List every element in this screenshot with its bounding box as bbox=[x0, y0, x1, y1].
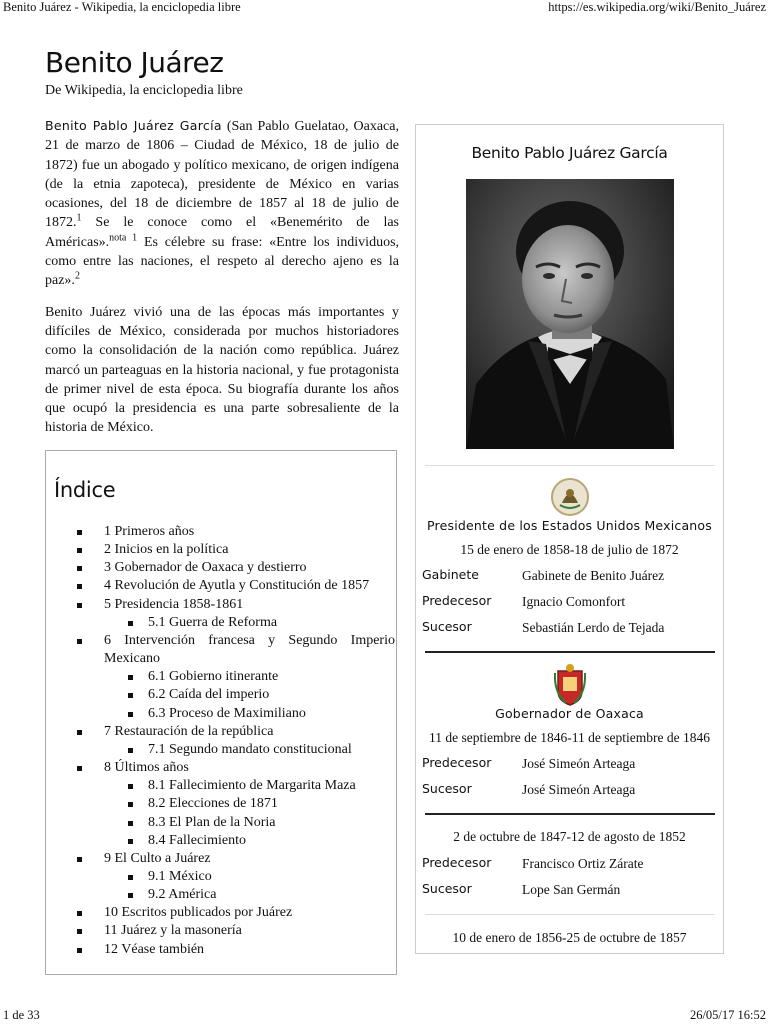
toc-list bbox=[75, 523, 395, 959]
toc-subitem[interactable]: 7.1 Segundo mandato constitucional bbox=[126, 741, 395, 759]
toc-item-label[interactable]: 9 El Culto a Juárez bbox=[104, 850, 211, 866]
toc-subitem[interactable]: 5.1 Guerra de Reforma bbox=[126, 614, 395, 632]
print-footer-date: 26/05/17 16:52 bbox=[689, 1008, 766, 1022]
toc-item[interactable] bbox=[75, 632, 395, 723]
infobox-value-link[interactable]: Sebastián Lerdo de Tejada bbox=[522, 620, 665, 635]
print-footer-page-count: 1 de 33 bbox=[3, 1008, 40, 1022]
toc-subitem[interactable]: 8.2 Elecciones de 1871 bbox=[126, 795, 395, 813]
intro-text-c: Es célebre su frase: «Entre los individuos, como entre las naciones, el respeto al derecho ajeno es la paz». bbox=[45, 234, 400, 289]
toc-item-label[interactable]: 5 Presidencia 1858-1861 bbox=[104, 596, 244, 612]
infobox-office-governor[interactable]: Gobernador de Oaxaca bbox=[495, 706, 644, 721]
portrait-image[interactable] bbox=[466, 179, 674, 449]
infobox-divider bbox=[425, 813, 715, 815]
reference-link-2[interactable]: 2 bbox=[74, 270, 80, 282]
infobox-label: Predecesor bbox=[422, 755, 492, 770]
toc-subitem[interactable]: 8.3 El Plan de la Noria bbox=[126, 814, 395, 832]
infobox-divider bbox=[425, 651, 715, 653]
infobox-value-link[interactable]: Francisco Ortiz Zárate bbox=[522, 856, 644, 871]
toc-sublist bbox=[104, 868, 395, 904]
table-of-contents bbox=[45, 450, 397, 975]
toc-item-label[interactable]: 6 Intervención francesa y Segundo Imperio Mexicano bbox=[104, 632, 395, 667]
infobox-label: Sucesor bbox=[422, 881, 472, 896]
toc-item-label[interactable]: 8 Últimos años bbox=[104, 760, 189, 776]
toc-subitem[interactable]: 8.4 Fallecimiento bbox=[126, 832, 395, 850]
toc-sublist bbox=[104, 741, 395, 759]
toc-item[interactable] bbox=[75, 850, 395, 904]
infobox-title: Benito Pablo Juárez García bbox=[471, 144, 668, 162]
mexico-coat-of-arms-icon bbox=[550, 477, 590, 522]
print-header-title: Benito Juárez - Wikipedia, la enciclopedia libre bbox=[3, 0, 241, 14]
toc-subitem[interactable]: 6.3 Proceso de Maximiliano bbox=[126, 705, 395, 723]
toc-item[interactable]: 11 Juárez y la masonería bbox=[75, 922, 395, 940]
oaxaca-coat-of-arms-icon bbox=[554, 663, 586, 712]
toc-item[interactable]: 3 Gobernador de Oaxaca y destierro bbox=[75, 559, 395, 577]
infobox-label: Predecesor bbox=[422, 593, 492, 608]
toc-item[interactable]: 4 Revolución de Ayutla y Constitución de 1857 bbox=[75, 577, 395, 595]
toc-subitem[interactable]: 9.2 América bbox=[126, 886, 395, 904]
print-header-url: https://es.wikipedia.org/wiki/Benito_Juárez bbox=[548, 0, 766, 14]
article-intro bbox=[45, 116, 399, 450]
intro-paragraph-2: Benito Juárez vivió una de las épocas más importantes y difíciles de México, considerada por muchos historiadores como la consolidación de la nación como república. Juárez marcó un parteaguas en la historia nacional, y fue protagonista de primer nivel de esta época. Su biografía durante los años que ocupó la presidencia es una parte sobresaliente de la historia de México. bbox=[45, 304, 399, 436]
intro-text-a: (San Pablo Guelatao, Oaxaca, 21 de marzo de 1806 – Ciudad de México, 18 de julio de 1872) fue un abogado y político mexicano, de origen indígena (de la etnia zapoteca), presidente de México en varias ocasiones, del 18 de diciembre de 1857 al 18 de julio de 1872. bbox=[45, 119, 399, 231]
infobox-value-link[interactable]: Gabinete de Benito Juárez bbox=[522, 568, 665, 583]
infobox-value-link[interactable]: José Simeón Arteaga bbox=[522, 782, 636, 797]
toc-subitem[interactable]: 8.1 Fallecimiento de Margarita Maza bbox=[126, 777, 395, 795]
infobox-value-link[interactable]: Lope San Germán bbox=[522, 882, 621, 897]
toc-item[interactable] bbox=[75, 759, 395, 850]
infobox bbox=[415, 124, 724, 954]
toc-subitem[interactable]: 6.1 Gobierno itinerante bbox=[126, 668, 395, 686]
infobox-term-dates: 10 de enero de 1856-25 de octubre de 1857 bbox=[452, 930, 687, 945]
toc-item[interactable] bbox=[75, 723, 395, 759]
toc-item[interactable]: 2 Inicios en la política bbox=[75, 541, 395, 559]
portrait-illustration bbox=[466, 179, 674, 449]
note-link-1[interactable]: nota 1 bbox=[109, 232, 138, 244]
page-title: Benito Juárez bbox=[45, 46, 224, 79]
infobox-label: Predecesor bbox=[422, 855, 492, 870]
toc-title: Índice bbox=[54, 478, 116, 502]
infobox-term-dates: 11 de septiembre de 1846-11 de septiembre de 1846 bbox=[429, 730, 710, 745]
infobox-divider bbox=[425, 465, 715, 466]
infobox-label: Sucesor bbox=[422, 619, 472, 634]
infobox-label: Gabinete bbox=[422, 567, 479, 582]
infobox-value-link[interactable]: Ignacio Comonfort bbox=[522, 594, 626, 609]
infobox-term-dates: 15 de enero de 1858-18 de julio de 1872 bbox=[460, 542, 679, 557]
toc-sublist bbox=[104, 614, 395, 632]
toc-item[interactable]: 12 Véase también bbox=[75, 941, 395, 959]
toc-item[interactable]: 10 Escritos publicados por Juárez bbox=[75, 904, 395, 922]
infobox-value-link[interactable]: José Simeón Arteaga bbox=[522, 756, 636, 771]
infobox-divider bbox=[425, 914, 715, 915]
toc-sublist bbox=[104, 668, 395, 722]
toc-subitem[interactable]: 9.1 México bbox=[126, 868, 395, 886]
toc-item[interactable] bbox=[75, 596, 395, 632]
infobox-label: Sucesor bbox=[422, 781, 472, 796]
toc-item[interactable]: 1 Primeros años bbox=[75, 523, 395, 541]
toc-sublist bbox=[104, 777, 395, 850]
intro-paragraph-1 bbox=[45, 116, 399, 291]
intro-text-b: Se le conoce como el «Benemérito de las Américas». bbox=[45, 215, 399, 250]
page-subtitle: De Wikipedia, la enciclopedia libre bbox=[45, 83, 243, 98]
infobox-office-president[interactable]: Presidente de los Estados Unidos Mexicanos bbox=[427, 518, 712, 533]
toc-subitem[interactable]: 6.2 Caída del imperio bbox=[126, 686, 395, 704]
intro-bold-name: Benito Pablo Juárez García bbox=[45, 118, 222, 133]
toc-item-label[interactable]: 7 Restauración de la república bbox=[104, 723, 274, 739]
reference-link-1[interactable]: 1 bbox=[76, 212, 82, 224]
infobox-term-dates: 2 de octubre de 1847-12 de agosto de 1852 bbox=[453, 829, 686, 844]
